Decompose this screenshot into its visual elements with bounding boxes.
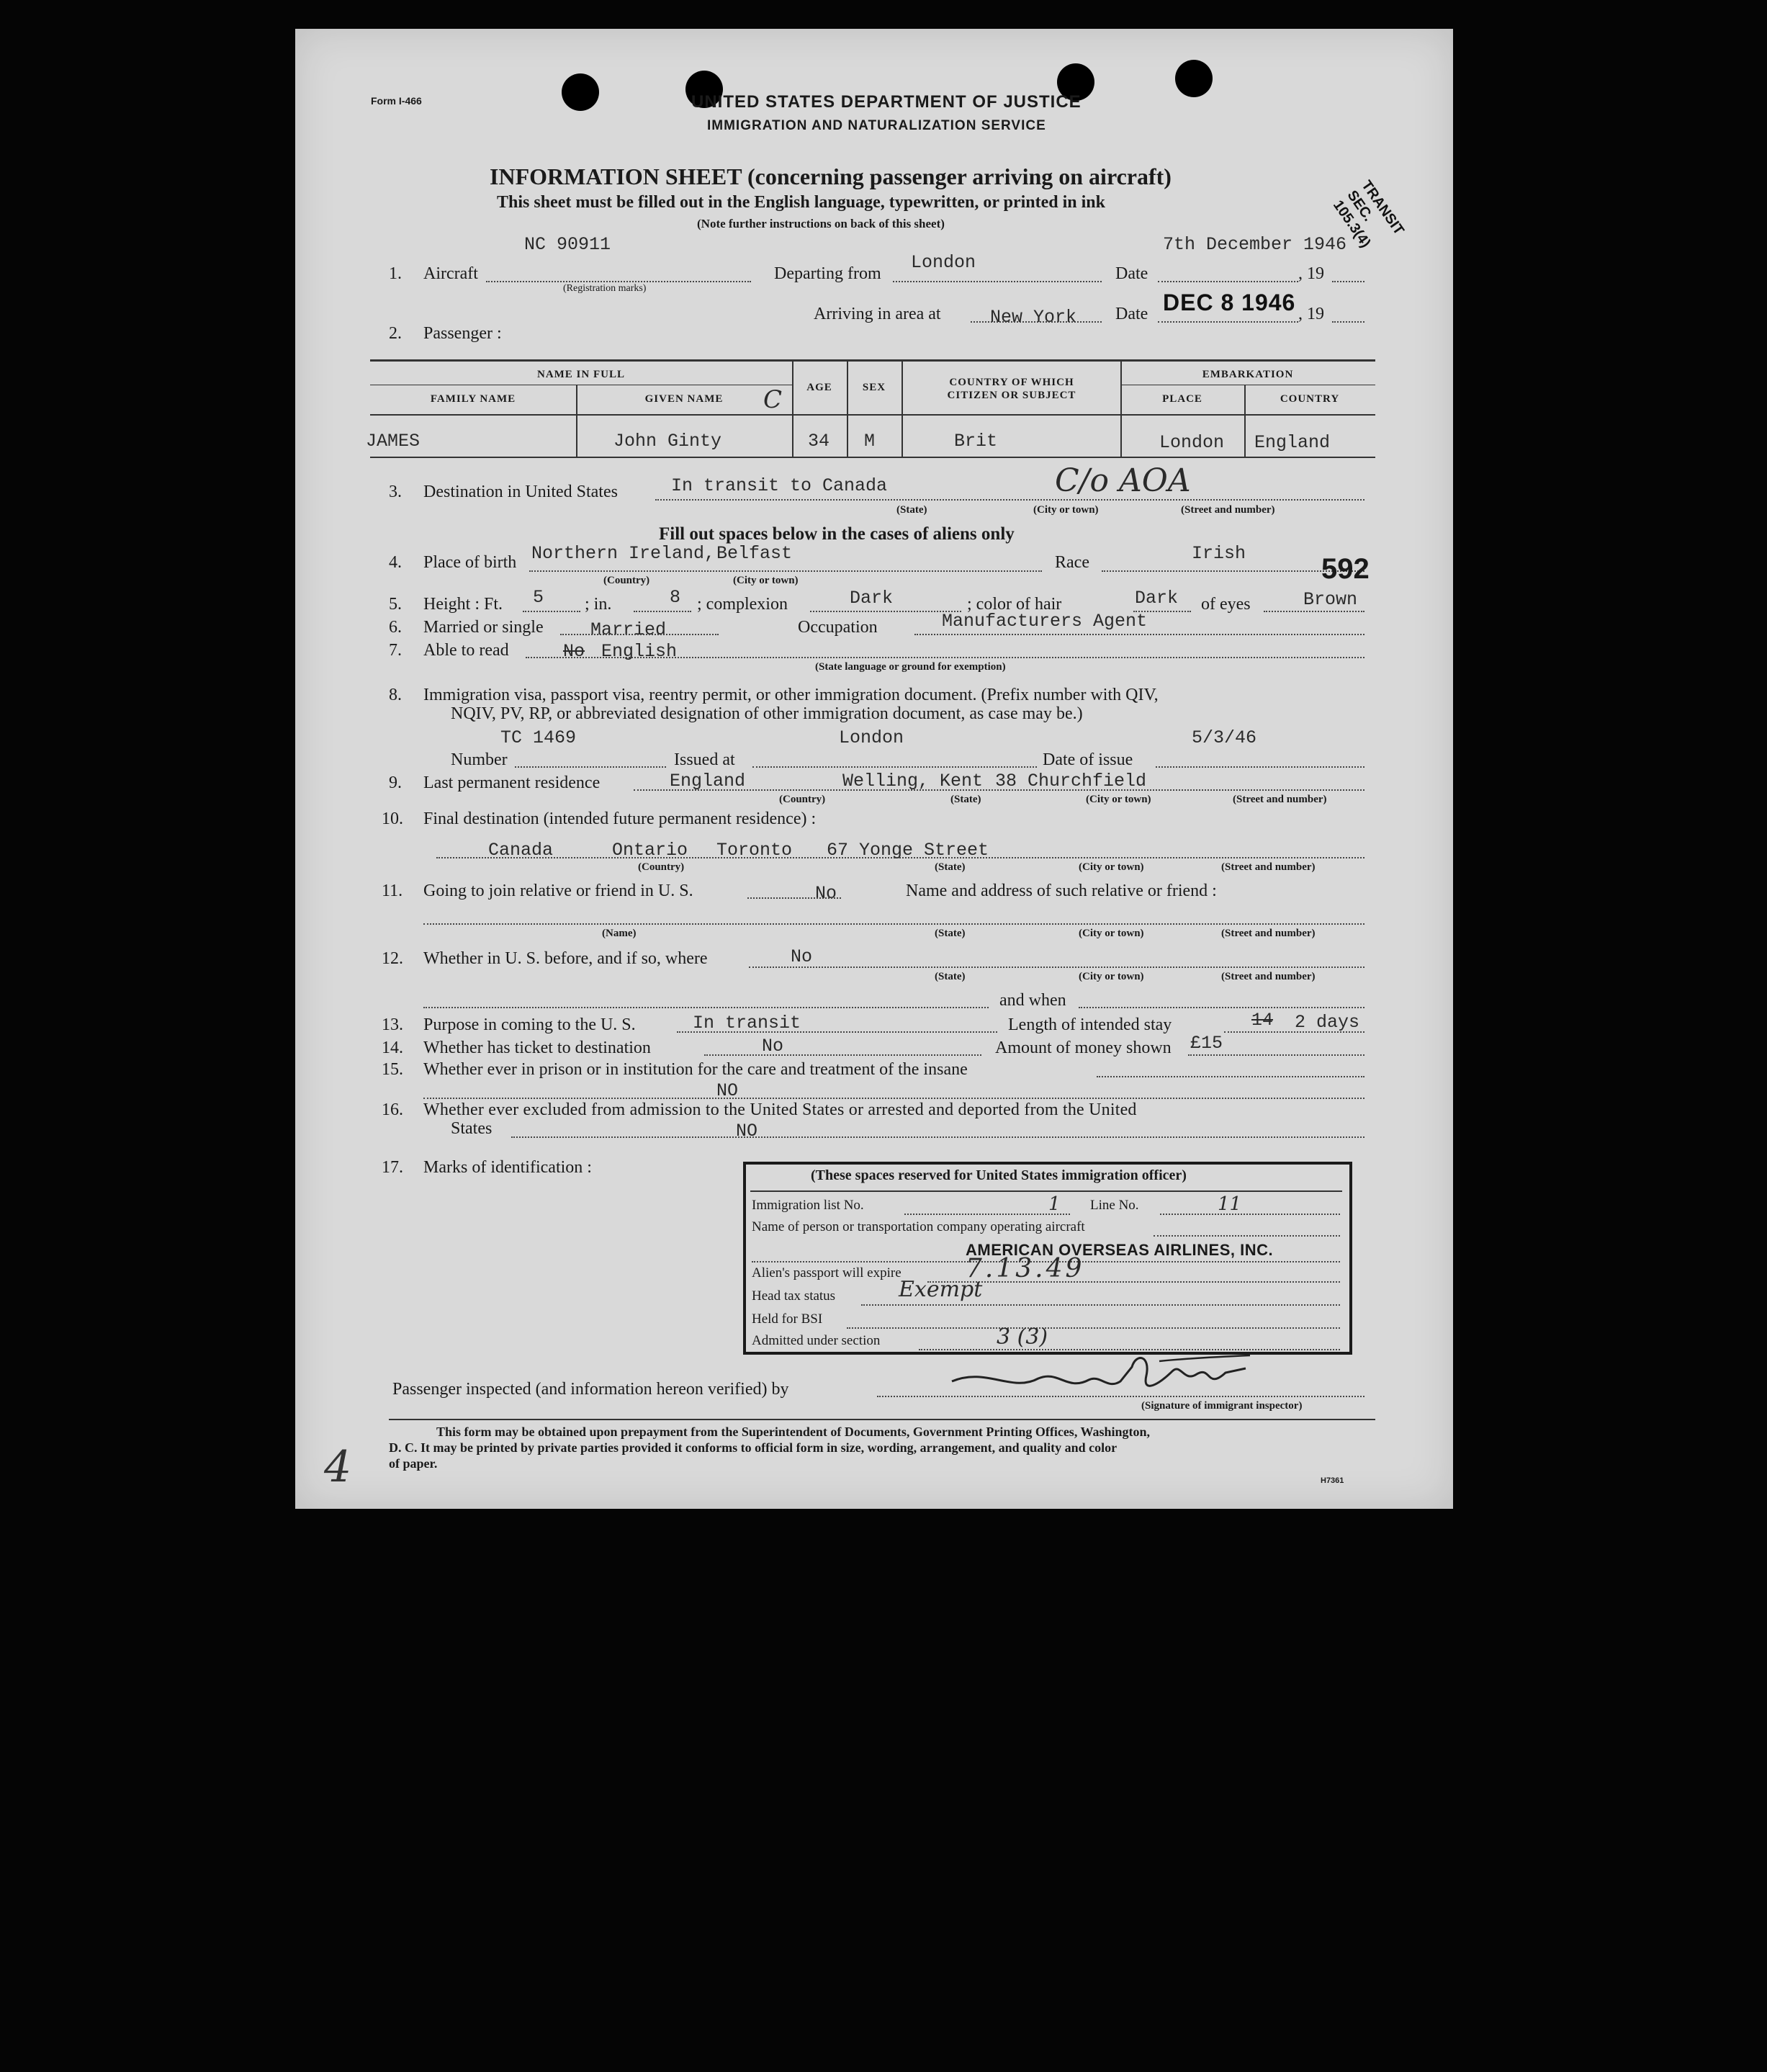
handwritten-mark: C	[763, 385, 783, 414]
header-citizenship: COUNTRY OF WHICH CITIZEN OR SUBJECT	[947, 377, 1076, 401]
item-number: 4.	[389, 553, 402, 572]
caption-state: (State)	[935, 928, 966, 939]
height-in-value: 8	[670, 587, 681, 608]
residence-street-value: 38 Churchfield	[995, 771, 1147, 791]
residence-label: Last permanent residence	[423, 773, 601, 792]
in-us-before-label: Whether in U. S. before, and if so, where	[423, 949, 708, 968]
head-tax-label: Head tax status	[752, 1288, 836, 1304]
footer-line-1: This form may be obtained upon prepayment from the Superintendent of Documents, Government Printing Offices, Washington,	[436, 1425, 1151, 1439]
residence-state-value: Welling, Kent	[842, 771, 984, 791]
admitted-label: Admitted under section	[752, 1333, 881, 1348]
marital-label: Married or single	[423, 618, 544, 637]
passenger-label: Passenger :	[423, 324, 502, 343]
caption-country: (Country)	[603, 575, 650, 586]
arriving-value: New York	[990, 307, 1077, 328]
caption-city: (City or town)	[1079, 928, 1144, 939]
arrival-date-label: Date	[1115, 305, 1148, 323]
visa-number-value: 1469	[533, 727, 577, 748]
purpose-label: Purpose in coming to the U. S.	[423, 1015, 636, 1034]
transit-stamp: TRANSIT SEC. 105.3(4)	[1329, 177, 1407, 251]
bsi-label: Held for BSI	[752, 1311, 823, 1327]
hair-value: Dark	[1135, 588, 1179, 609]
caption-city: (City or town)	[1086, 794, 1151, 805]
purpose-value: In transit	[693, 1013, 801, 1033]
read-strike-value: No	[563, 641, 585, 662]
print-code: H7361	[1321, 1476, 1344, 1485]
list-no-label: Immigration list No.	[752, 1198, 864, 1213]
item-number: 10.	[382, 809, 403, 828]
list-no-value: 1	[1048, 1193, 1061, 1215]
officer-box-header: (These spaces reserved for United States immigration officer)	[811, 1167, 1187, 1183]
caption-city: (City or town)	[1079, 861, 1144, 873]
item-number: 3.	[389, 483, 402, 501]
document-number: 592	[1321, 553, 1370, 585]
date-of-issue-label: Date of issue	[1043, 750, 1133, 769]
final-country-value: Canada	[488, 840, 554, 861]
visa-prefix-value: TC	[500, 727, 523, 748]
punch-hole	[1175, 60, 1213, 97]
table-row-sex: M	[864, 431, 876, 452]
passport-value: 7.13.49	[966, 1254, 1085, 1283]
residence-country-value: England	[670, 771, 746, 791]
header-age: AGE	[806, 382, 832, 393]
footer-line-3: of paper.	[389, 1456, 438, 1471]
visa-date-value: 5/3/46	[1192, 727, 1257, 748]
arriving-label: Arriving in area at	[814, 305, 941, 323]
passport-label: Alien's passport will expire	[752, 1265, 902, 1281]
join-relative-label: Going to join relative or friend in U. S.	[423, 882, 693, 900]
in-us-before-value: No	[791, 946, 813, 967]
marital-value: Married	[590, 619, 667, 640]
caption-city: (City or town)	[1033, 504, 1099, 516]
caption-state: (State)	[896, 504, 927, 516]
final-city-value: Toronto	[716, 840, 793, 861]
caption-state: (State)	[935, 971, 966, 982]
header-place: PLACE	[1162, 393, 1202, 405]
aliens-only-heading: Fill out spaces below in the cases of aliens only	[659, 524, 1015, 544]
head-tax-value: Exempt	[899, 1277, 983, 1302]
item-number: 5.	[389, 595, 402, 614]
header-family-name: FAMILY NAME	[430, 393, 516, 405]
ticket-label: Whether has ticket to destination	[423, 1039, 651, 1057]
prison-value: NO	[716, 1080, 739, 1101]
caption-street: (Street and number)	[1221, 861, 1316, 873]
arrival-date-stamp: DEC 8 1946	[1163, 290, 1296, 315]
caption-street: (Street and number)	[1233, 794, 1327, 805]
subtitle: This sheet must be filled out in the English language, typewritten, or printed in ink	[497, 193, 1105, 212]
eyes-value: Brown	[1303, 589, 1358, 610]
number-label: Number	[451, 750, 508, 769]
occupation-label: Occupation	[798, 618, 878, 637]
company-stamp: AMERICAN OVERSEAS AIRLINES, INC.	[966, 1241, 1274, 1259]
caption-street: (Street and number)	[1221, 971, 1316, 982]
item-number: 9.	[389, 773, 402, 792]
line-no-label: Line No.	[1090, 1198, 1139, 1213]
caption-city: (City or town)	[733, 575, 799, 586]
item-number: 8.	[389, 686, 402, 704]
language-caption: (State language or ground for exemption)	[815, 661, 1006, 673]
agency-name: UNITED STATES DEPARTMENT OF JUSTICE	[691, 92, 1082, 112]
form-sheet	[295, 29, 1453, 1509]
complexion-value: Dark	[850, 588, 894, 609]
caption-country: (Country)	[638, 861, 685, 873]
service-name: IMMIGRATION AND NATURALIZATION SERVICE	[707, 118, 1046, 133]
note: (Note further instructions on back of this sheet)	[697, 217, 945, 230]
birth-city-value: Belfast	[716, 543, 793, 564]
aircraft-label: Aircraft	[423, 264, 478, 283]
caption-city: (City or town)	[1079, 971, 1144, 982]
join-relative-value: No	[815, 883, 837, 904]
relative-address-label: Name and address of such relative or friend :	[906, 882, 1217, 900]
item-number: 17.	[382, 1158, 403, 1177]
table-row-country: England	[1254, 432, 1331, 453]
money-value: £15	[1190, 1033, 1223, 1054]
height-ft-value: 5	[533, 587, 544, 608]
marks-label: Marks of identification :	[423, 1158, 592, 1177]
header-country: COUNTRY	[1280, 393, 1340, 405]
caption-state: (State)	[935, 861, 966, 873]
excluded-label-1: Whether ever excluded from admission to the United States or arrested and deported from the United	[423, 1100, 1137, 1119]
visa-issued-value: London	[839, 727, 904, 748]
item-number: 2.	[389, 324, 402, 343]
table-row-place: London	[1159, 432, 1225, 453]
read-value: English	[601, 641, 678, 662]
item-number: 12.	[382, 949, 403, 968]
visa-instructions-1: Immigration visa, passport visa, reentry permit, or other immigration document. (Prefix number with QIV,	[423, 686, 1159, 704]
destination-label: Destination in United States	[423, 483, 618, 501]
departing-label: Departing from	[774, 264, 881, 283]
year-prefix: , 19	[1298, 305, 1324, 323]
inches-label: ; in.	[585, 595, 612, 614]
race-value: Irish	[1192, 543, 1246, 564]
stay-label: Length of intended stay	[1008, 1015, 1172, 1034]
registration-caption: (Registration marks)	[563, 283, 647, 294]
birth-country-value: Northern Ireland,	[531, 543, 716, 564]
caption-country: (Country)	[779, 794, 826, 805]
caption-state: (State)	[950, 794, 981, 805]
signature-caption: (Signature of immigrant inspector)	[1141, 1400, 1303, 1412]
item-number: 11.	[382, 882, 403, 900]
table-row-given-name: John Ginty	[613, 431, 722, 452]
excluded-label-2: States	[451, 1119, 493, 1138]
ticket-value: No	[762, 1036, 784, 1057]
company-label: Name of person or transportation company operating aircraft	[752, 1219, 1085, 1234]
caption-name: (Name)	[602, 928, 637, 939]
page-title: INFORMATION SHEET (concerning passenger arriving on aircraft)	[490, 163, 1172, 189]
complexion-label: ; complexion	[697, 595, 788, 614]
excluded-value: NO	[736, 1121, 758, 1142]
caption-street: (Street and number)	[1221, 928, 1316, 939]
issued-at-label: Issued at	[674, 750, 735, 769]
final-state-value: Ontario	[612, 840, 688, 861]
caption-street: (Street and number)	[1181, 504, 1275, 516]
footer-line-2: D. C. It may be printed by private parties provided it conforms to official form in size, wording, arrangement, and quality and color	[389, 1440, 1118, 1455]
header-embarkation: EMBARKATION	[1202, 369, 1294, 380]
item-number: 13.	[382, 1015, 403, 1034]
table-row-age: 34	[808, 431, 830, 452]
form-id: Form I-466	[371, 95, 422, 107]
item-number: 6.	[389, 618, 402, 637]
destination-value: In transit to Canada	[671, 475, 888, 496]
stay-strike-value: 14	[1251, 1010, 1274, 1031]
height-label: Height : Ft.	[423, 595, 503, 614]
line-no-value: 11	[1218, 1193, 1242, 1215]
header-sex: SEX	[862, 382, 886, 393]
margin-mark: 4	[324, 1442, 352, 1492]
date-label: Date	[1115, 264, 1148, 283]
prison-label: Whether ever in prison or in institution for the care and treatment of the insane	[423, 1060, 968, 1079]
admitted-value: 3 (3)	[997, 1324, 1048, 1350]
money-label: Amount of money shown	[995, 1039, 1172, 1057]
header-given-name: GIVEN NAME	[644, 393, 724, 405]
item-number: 15.	[382, 1060, 403, 1079]
item-number: 1.	[389, 264, 402, 283]
aircraft-value: NC 90911	[524, 234, 611, 255]
departing-value: London	[911, 252, 976, 273]
header-name-in-full: NAME IN FULL	[536, 369, 625, 380]
read-label: Able to read	[423, 641, 509, 660]
departure-date-value: 7th December 1946	[1163, 234, 1347, 255]
hair-label: ; color of hair	[967, 595, 1062, 614]
and-when-label: and when	[999, 991, 1066, 1010]
eyes-label: of eyes	[1201, 595, 1251, 614]
visa-instructions-2: NQIV, PV, RP, or abbreviated designation of other immigration document, as case may be.)	[451, 704, 1083, 723]
year-prefix: , 19	[1298, 264, 1324, 283]
table-row-family-name: JAMES	[366, 431, 421, 452]
final-street-value: 67 Yonge Street	[827, 840, 989, 861]
birth-label: Place of birth	[423, 553, 517, 572]
stay-value: 2 days	[1295, 1012, 1360, 1033]
final-destination-label: Final destination (intended future permanent residence) :	[423, 809, 817, 828]
inspected-by-label: Passenger inspected (and information hereon verified) by	[392, 1380, 789, 1399]
race-label: Race	[1055, 553, 1089, 572]
destination-handwritten: C/o AOA	[1055, 462, 1191, 499]
table-row-citizenship: Brit	[954, 431, 998, 452]
occupation-value: Manufacturers Agent	[942, 611, 1148, 632]
punch-hole	[562, 73, 599, 111]
item-number: 16.	[382, 1100, 403, 1119]
officer-box	[743, 1162, 1352, 1355]
item-number: 14.	[382, 1039, 403, 1057]
item-number: 7.	[389, 641, 402, 660]
